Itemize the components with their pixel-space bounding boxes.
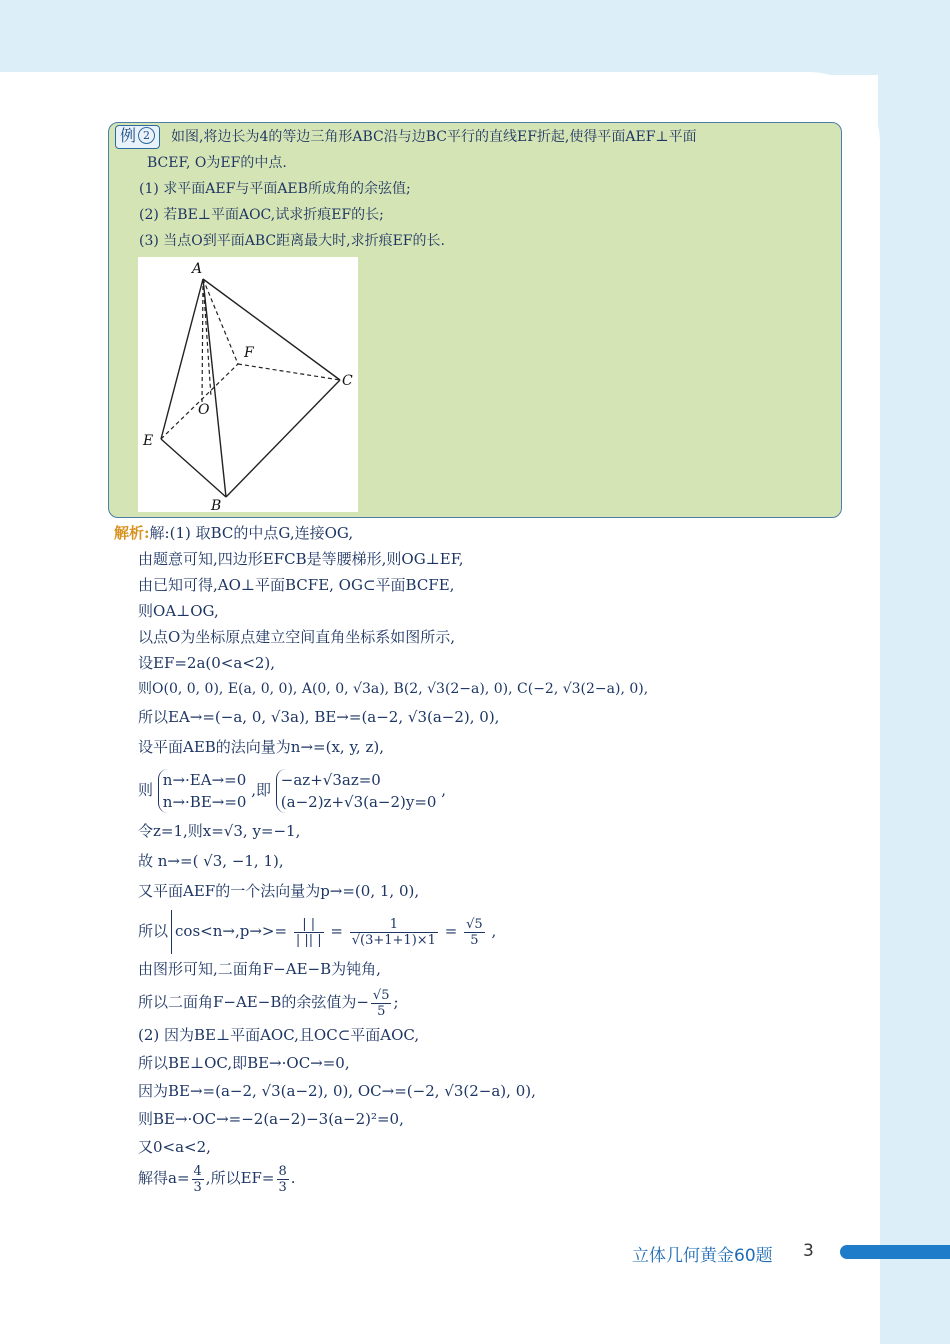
cos-frac2-num: 1 — [350, 917, 438, 933]
example-question: (2) 若BE⊥平面AOC,试求折痕EF的长; — [139, 207, 384, 223]
solution-label: 解析: — [114, 524, 150, 542]
abs-bar — [171, 910, 172, 954]
equation-system — [138, 764, 446, 816]
system-right-eq: (a−2)z+√3(a−2)y=0 — [280, 793, 437, 811]
example-line: BCEF, O为EF的中点. — [147, 155, 287, 171]
cos-frac1-den: | || | — [295, 932, 322, 948]
final-prefix: 解得a= — [138, 1169, 190, 1187]
final-ef-num: 8 — [278, 1163, 287, 1179]
final-mid: ,所以EF= — [205, 1169, 275, 1187]
page-side-band — [878, 0, 950, 1344]
edge-AB — [203, 279, 226, 497]
cosine-line — [138, 906, 496, 956]
edge-FC — [238, 364, 340, 380]
solution-line: 则O(0, 0, 0), E(a, 0, 0), A(0, 0, √3a), B(2, √3(2−a), 0), C(−2, √3(2−a), 0), — [138, 681, 649, 697]
solution-line: 又平面AEF的一个法向量为p→=(0, 1, 0), — [138, 882, 420, 900]
solution-line: 由题意可知,四边形EFCB是等腰梯形,则OG⊥EF, — [138, 550, 464, 568]
cos-prefix: 所以 — [138, 922, 169, 940]
solution-line: 则OA⊥OG, — [138, 602, 219, 620]
solution-line: 又0<a<2, — [138, 1138, 211, 1156]
cos-frac3-den: 5 — [470, 932, 479, 948]
solution-line: 由已知可得,AO⊥平面BCFE, OG⊂平面BCFE, — [138, 576, 455, 594]
cos-fraction-1 — [294, 917, 324, 948]
dihedral-suffix: ; — [393, 993, 399, 1011]
system-prefix: 则 — [138, 781, 154, 799]
system-left-eq: n→·BE→=0 — [162, 793, 247, 811]
dihedral-prefix: 所以二面角F−AE−B的余弦值为− — [138, 993, 369, 1011]
final-ef-den: 3 — [278, 1179, 287, 1195]
system-right-eq: −az+√3az=0 — [280, 771, 381, 789]
cos-fraction-2 — [350, 917, 438, 948]
example-number: 2 — [138, 127, 155, 144]
label-C: C — [342, 373, 353, 389]
example-question: (3) 当点O到平面ABC距离最大时,求折痕EF的长. — [139, 233, 445, 249]
solution-line: 设平面AEB的法向量为n→=(x, y, z), — [138, 738, 384, 756]
system-left — [158, 769, 247, 813]
cos-suffix: , — [491, 922, 497, 940]
cos-frac1-num: | | — [294, 917, 324, 933]
cos-eq: = — [330, 922, 343, 940]
solution-line: 则BE→·OC→=−2(a−2)−3(a−2)²=0, — [138, 1110, 404, 1128]
dihedral-line — [138, 982, 399, 1022]
final-answer-line — [138, 1158, 296, 1198]
example-tag — [115, 125, 160, 149]
cos-frac3-num: √5 — [466, 916, 483, 932]
solution-line: 令z=1,则x=√3, y=−1, — [138, 822, 301, 840]
system-left-eq: n→·EA→=0 — [162, 771, 247, 789]
final-a-den: 3 — [193, 1179, 202, 1195]
example-question: (1) 求平面AEF与平面AEB所成角的余弦值; — [139, 181, 411, 197]
dihedral-den: 5 — [377, 1003, 386, 1019]
label-A: A — [192, 261, 203, 277]
cos-eq2: = — [444, 922, 458, 940]
label-B: B — [211, 498, 222, 512]
solution-line: (2) 因为BE⊥平面AOC,且OC⊂平面AOC, — [138, 1026, 420, 1044]
edge-AE — [161, 279, 203, 439]
solution-line: 以点O为坐标原点建立空间直角坐标系如图所示, — [138, 628, 456, 646]
label-E: E — [143, 433, 154, 449]
page-header-band — [0, 0, 950, 75]
solution-line: 所以BE⊥OC,即BE→·OC→=0, — [138, 1054, 350, 1072]
label-O: O — [198, 402, 210, 418]
final-ef-fraction — [277, 1164, 289, 1195]
example-line: 如图,将边长为4的等边三角形ABC沿与边BC平行的直线EF折起,使得平面AEF⊥平面 — [171, 129, 697, 145]
footer-accent-bar — [840, 1245, 950, 1259]
solution-line: 设EF=2a(0<a<2), — [138, 654, 276, 672]
final-a-num: 4 — [193, 1163, 202, 1179]
edge-EB — [161, 439, 226, 497]
final-a-fraction — [192, 1164, 204, 1195]
solution-text: 解:(1) 取BC的中点G,连接OG, — [149, 524, 354, 542]
dihedral-fraction — [371, 988, 392, 1019]
geometry-figure — [138, 257, 358, 512]
solution-line: 由图形可知,二面角F−AE−B为钝角, — [138, 960, 381, 978]
cos-fraction-3 — [464, 917, 485, 948]
final-suffix: . — [290, 1169, 296, 1187]
label-F: F — [244, 345, 254, 361]
solution-line: 故 n→=( √3, −1, 1), — [138, 852, 284, 870]
footer-book-title: 立体几何黄金60题 — [632, 1246, 773, 1266]
solution-line — [114, 522, 353, 544]
edge-BC — [226, 380, 340, 497]
edge-AC — [203, 279, 340, 380]
solution-line: 因为BE→=(a−2, √3(a−2), 0), OC→=(−2, √3(2−a), 0), — [138, 1082, 536, 1100]
solution-line: 所以EA→=(−a, 0, √3a), BE→=(a−2, √3(a−2), 0), — [138, 708, 500, 726]
edge-AO — [202, 279, 203, 403]
dihedral-num: √5 — [372, 987, 390, 1003]
cos-expr: cos<n→,p→>= — [175, 922, 288, 940]
system-suffix: , — [441, 781, 447, 799]
system-mid: ,即 — [251, 781, 272, 799]
cos-frac2-den: √(3+1+1)×1 — [351, 932, 436, 948]
example-tag-label: 例 — [120, 126, 137, 145]
footer-page-number: 3 — [803, 1241, 814, 1261]
system-right — [276, 769, 437, 813]
